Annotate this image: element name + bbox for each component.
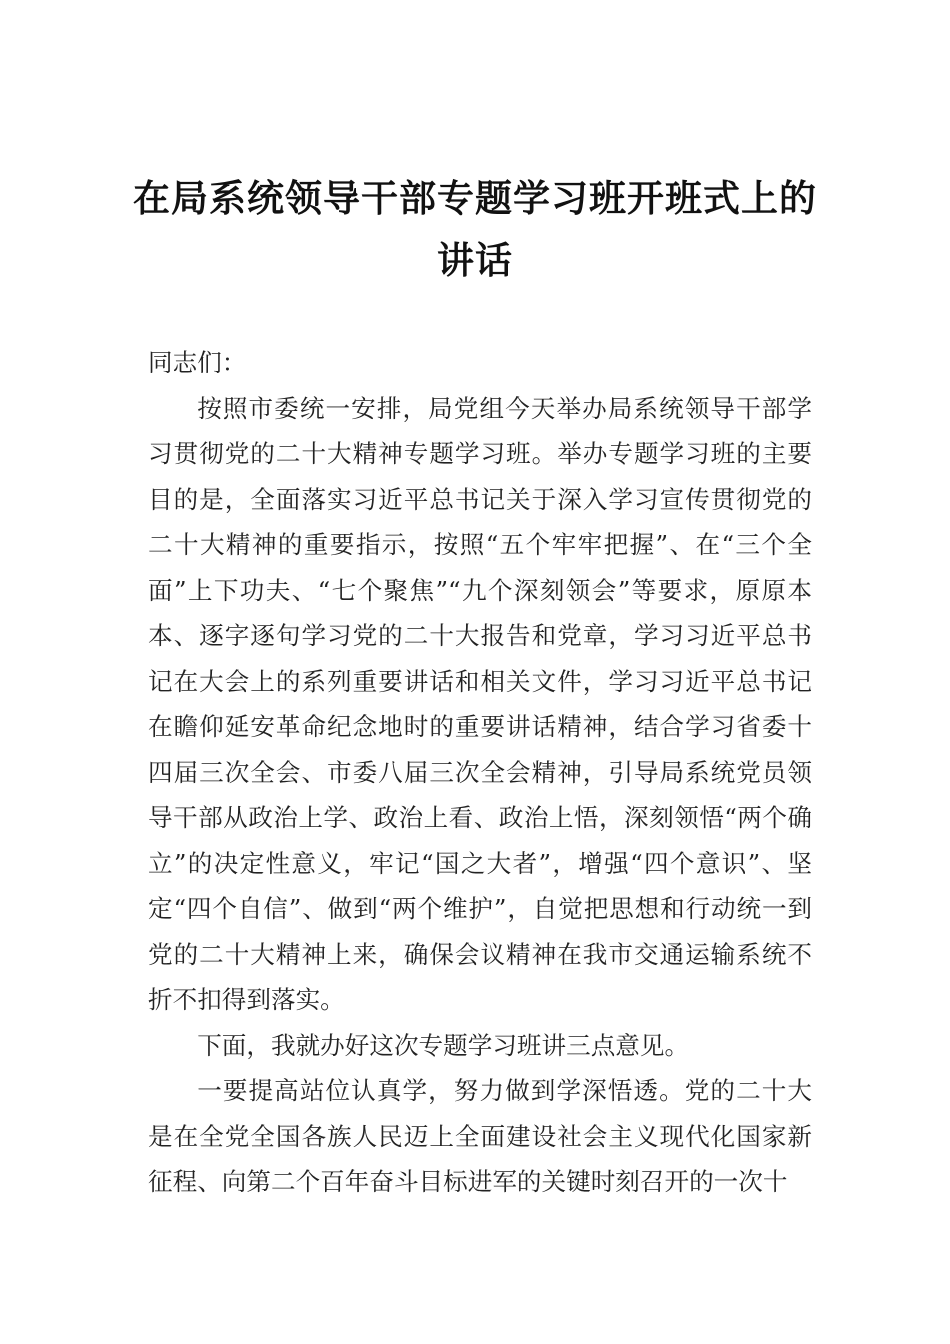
paragraph-1: 按照市委统一安排，局党组今天举办局系统领导干部学习贯彻党的二十大精神专题学习班。举办专题学习班的主要目的是，全面落实习近平总书记关于深入学习宣传贯彻党的二十大精神的重要指示，按照“五个牢牢把握”、在“三个全面”上下功夫、“七个聚焦”“九个深刻领会”等要求，原原本本、逐字逐句学习党的二十大报告和党章，学习习近平总书记在大会上的系列重要讲话和相关文件，学习习近平总书记在瞻仰延安革命纪念地时的重要讲话精神，结合学习省委十四届三次全会、市委八届三次全会精神，引导局系统党员领导干部从政治上学、政治上看、政治上悟，深刻领悟“两个确立”的决定性意义，牢记“国之大者”，增强“四个意识”、坚定“四个自信”、做到“两个维护”，自觉把思想和行动统一到党的二十大精神上来，确保会议精神在我市交通运输系统不折不扣得到落实。 <box>148 393 812 1014</box>
paragraph-3: 一要提高站位认真学，努力做到学深悟透。党的二十大是在全党全国各族人民迈上全面建设社会主义现代化国家新征程、向第二个百年奋斗目标进军的关键时刻召开的一次十 <box>148 1076 812 1196</box>
title-line-2: 讲话 <box>437 239 513 282</box>
paragraph-2: 下面，我就办好这次专题学习班讲三点意见。 <box>197 1030 690 1060</box>
title-line-1: 在局系统领导干部专题学习班开班式上的 <box>133 177 817 220</box>
salutation: 同志们： <box>148 348 247 377</box>
document-body <box>148 340 812 1205</box>
document-title <box>120 168 830 292</box>
